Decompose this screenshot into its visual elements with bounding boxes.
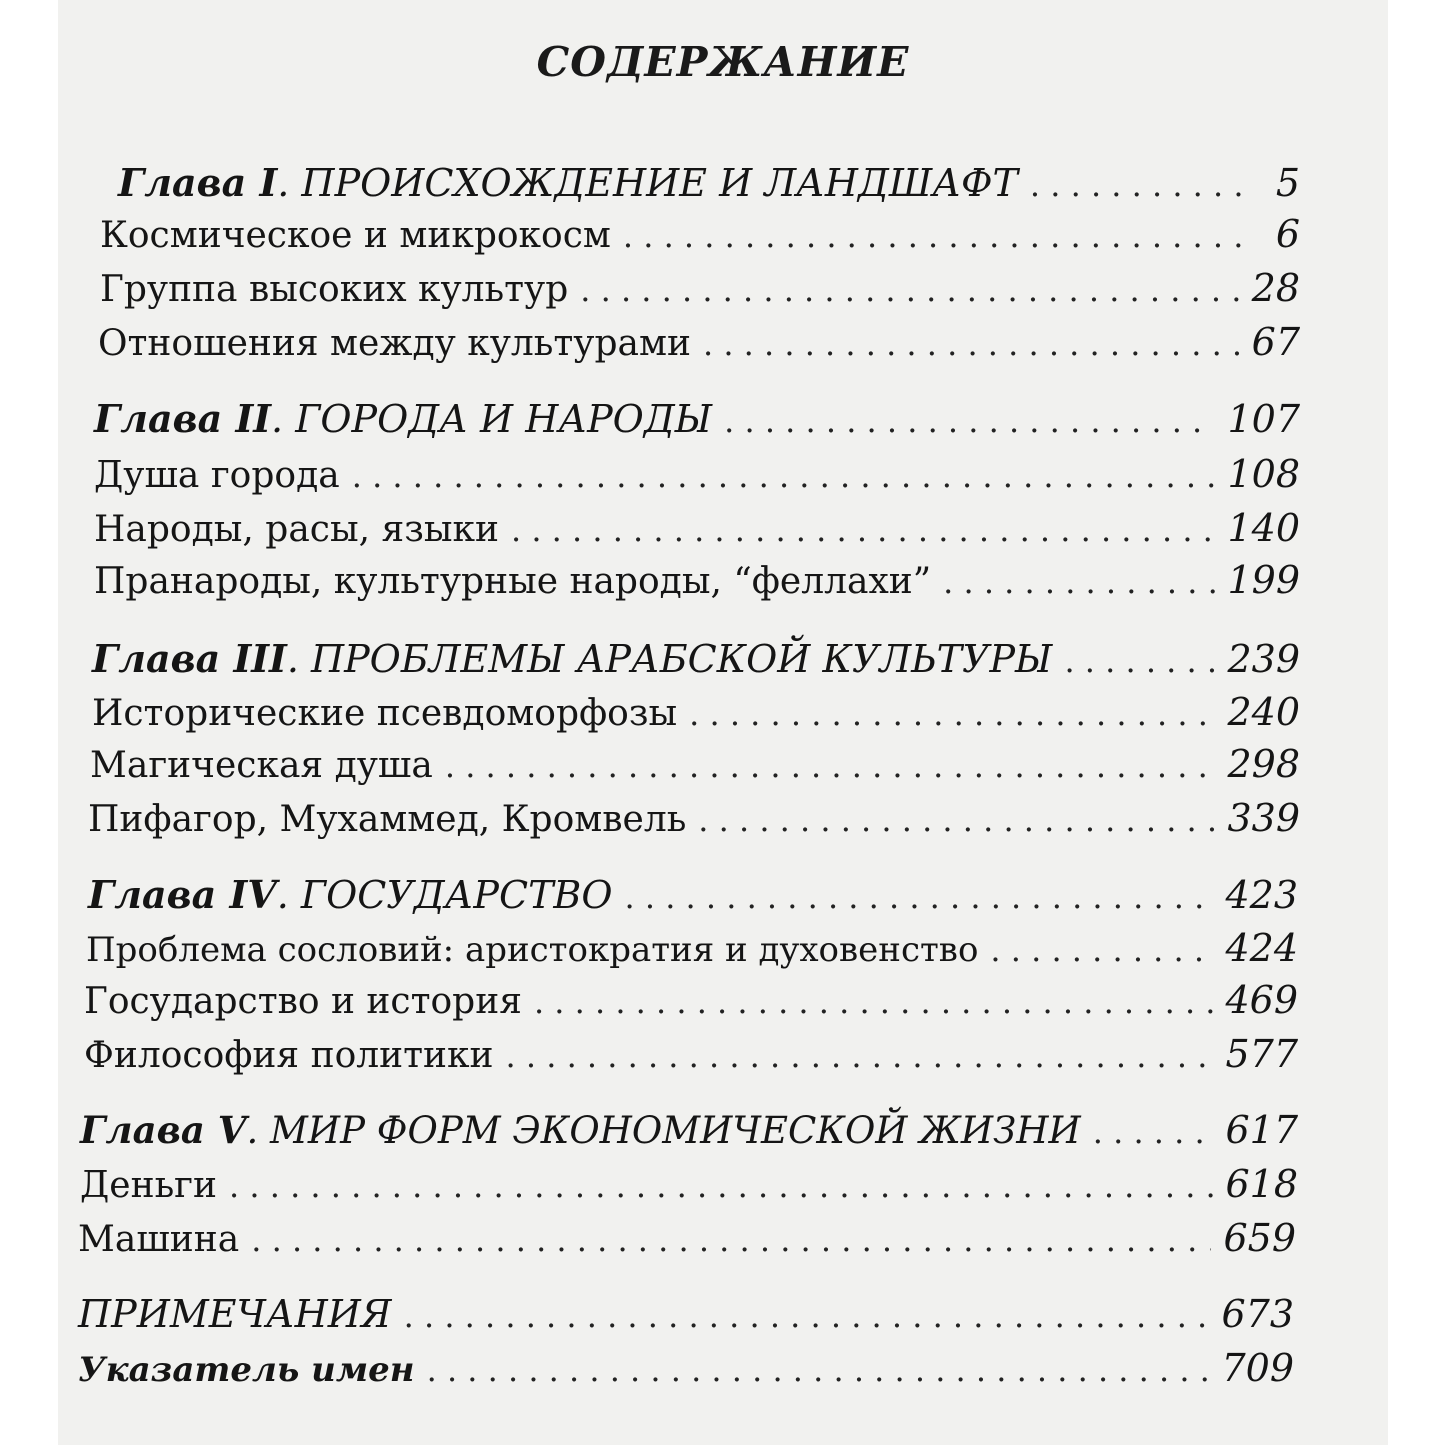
- page-number: 5: [1275, 161, 1300, 205]
- toc-item: [92, 690, 1300, 742]
- toc-item: [94, 558, 1300, 610]
- chapter-prefix: Глава V: [80, 1108, 247, 1152]
- page-number: 28: [1251, 266, 1300, 310]
- toc-item: [100, 266, 1300, 318]
- dot-leader: [445, 747, 1216, 785]
- dot-leader: [943, 563, 1215, 601]
- chapter-prefix: Глава I: [118, 160, 278, 205]
- dot-leader: [724, 402, 1215, 440]
- toc-chapter-heading: [80, 1108, 1298, 1160]
- toc-item: [98, 320, 1300, 372]
- chapter-title: . ГОРОДА И НАРОДЫ: [271, 397, 713, 441]
- page-number: 108: [1227, 452, 1300, 496]
- dot-leader: [352, 457, 1216, 495]
- toc-item: [100, 212, 1300, 264]
- page-title: СОДЕРЖАНИЕ: [536, 38, 910, 86]
- dot-leader: [511, 511, 1215, 549]
- toc-entry-label: Государство и история: [84, 981, 522, 1022]
- toc-entry-label: [88, 872, 613, 917]
- page-number: 67: [1251, 320, 1300, 364]
- dot-leader: [427, 1351, 1210, 1389]
- chapter-title: . ГОСУДАРСТВО: [276, 873, 613, 917]
- dot-leader: [698, 801, 1215, 839]
- toc-item: [94, 506, 1300, 558]
- chapter-title: . МИР ФОРМ ЭКОНОМИЧЕСКОЙ ЖИЗНИ: [246, 1109, 1081, 1152]
- book-page: [58, 0, 1388, 1445]
- page-number: 423: [1225, 873, 1298, 917]
- dot-leader: [229, 1167, 1213, 1205]
- toc-entry-label: Космическое и микрокосм: [100, 215, 611, 256]
- page-number: 424: [1225, 926, 1298, 970]
- toc-notes: [78, 1292, 1294, 1344]
- page-number: 577: [1225, 1032, 1298, 1076]
- dot-leader: [625, 878, 1214, 916]
- toc-entry-label: Пифагор, Мухаммед, Кромвель: [88, 799, 687, 840]
- dot-leader: [506, 1037, 1214, 1075]
- page-number: 469: [1225, 978, 1298, 1022]
- toc-entry-label: Философия политики: [84, 1035, 494, 1076]
- dot-leader: [580, 271, 1239, 309]
- dot-leader: [1093, 1113, 1214, 1151]
- toc-item: [88, 796, 1300, 848]
- chapter-prefix: Глава II: [94, 396, 272, 441]
- toc-entry-label: ПРИМЕЧАНИЯ: [78, 1292, 392, 1336]
- page-number: 240: [1227, 690, 1300, 734]
- toc-item: [80, 1162, 1298, 1214]
- chapter-prefix: Глава III: [92, 636, 287, 681]
- page-number: 673: [1221, 1292, 1294, 1336]
- toc-entry-label: Пранароды, культурные народы, “феллахи”: [94, 561, 932, 602]
- toc-entry-label: Душа города: [94, 455, 340, 496]
- toc-item: [84, 1032, 1298, 1084]
- dot-leader: [623, 217, 1248, 255]
- toc-entry-label: Деньги: [80, 1165, 218, 1206]
- page-number: 617: [1225, 1108, 1298, 1152]
- page-number: 140: [1227, 506, 1300, 550]
- toc-entry-label: Группа высоких культур: [100, 269, 569, 310]
- chapter-title: . ПРОБЛЕМЫ АРАБСКОЙ КУЛЬТУРЫ: [286, 637, 1053, 681]
- page-number: 6: [1275, 212, 1300, 256]
- toc-entry-label: Проблема сословий: аристократия и духовенство: [86, 930, 979, 970]
- toc-entry-label: [118, 160, 1018, 205]
- page-number: 199: [1227, 558, 1300, 602]
- toc-entry-label: [94, 396, 712, 441]
- toc-index: [78, 1346, 1294, 1398]
- page-number: 618: [1225, 1162, 1298, 1206]
- dot-leader: [404, 1297, 1210, 1335]
- toc-chapter-heading: [92, 636, 1300, 688]
- toc-item: [90, 742, 1300, 794]
- dot-leader: [990, 931, 1213, 969]
- page-number: 339: [1227, 796, 1300, 840]
- toc-entry-label: Отношения между культурами: [98, 323, 691, 364]
- toc-item: [78, 1216, 1296, 1268]
- dot-leader: [703, 325, 1240, 363]
- toc-entry-label: Указатель имен: [78, 1350, 415, 1390]
- toc-chapter-heading: [94, 396, 1300, 448]
- page-number: 298: [1227, 742, 1300, 786]
- chapter-prefix: Глава IV: [88, 872, 277, 917]
- toc-entry-label: Народы, расы, языки: [94, 509, 499, 550]
- dot-leader: [1064, 642, 1215, 680]
- toc-item: [86, 926, 1298, 978]
- dot-leader: [534, 983, 1214, 1021]
- page-number: 107: [1227, 397, 1300, 441]
- dot-leader: [689, 695, 1215, 733]
- page-number: 659: [1223, 1216, 1296, 1260]
- dot-leader: [1030, 166, 1248, 204]
- dot-leader: [251, 1221, 1211, 1259]
- toc-entry-label: Исторические псевдоморфозы: [92, 693, 678, 734]
- toc-item: [94, 452, 1300, 504]
- chapter-title: . ПРОИСХОЖДЕНИЕ И ЛАНДШАФТ: [277, 161, 1018, 205]
- toc-entry-label: [92, 636, 1052, 681]
- page-number: 239: [1227, 637, 1300, 681]
- toc-entry-label: [80, 1108, 1081, 1152]
- page-number: 709: [1221, 1346, 1294, 1390]
- toc-entry-label: Магическая душа: [90, 745, 433, 786]
- toc-item: [84, 978, 1298, 1030]
- toc-chapter-heading: [88, 872, 1298, 924]
- toc-chapter-heading: [118, 160, 1300, 212]
- toc-entry-label: Машина: [78, 1219, 240, 1260]
